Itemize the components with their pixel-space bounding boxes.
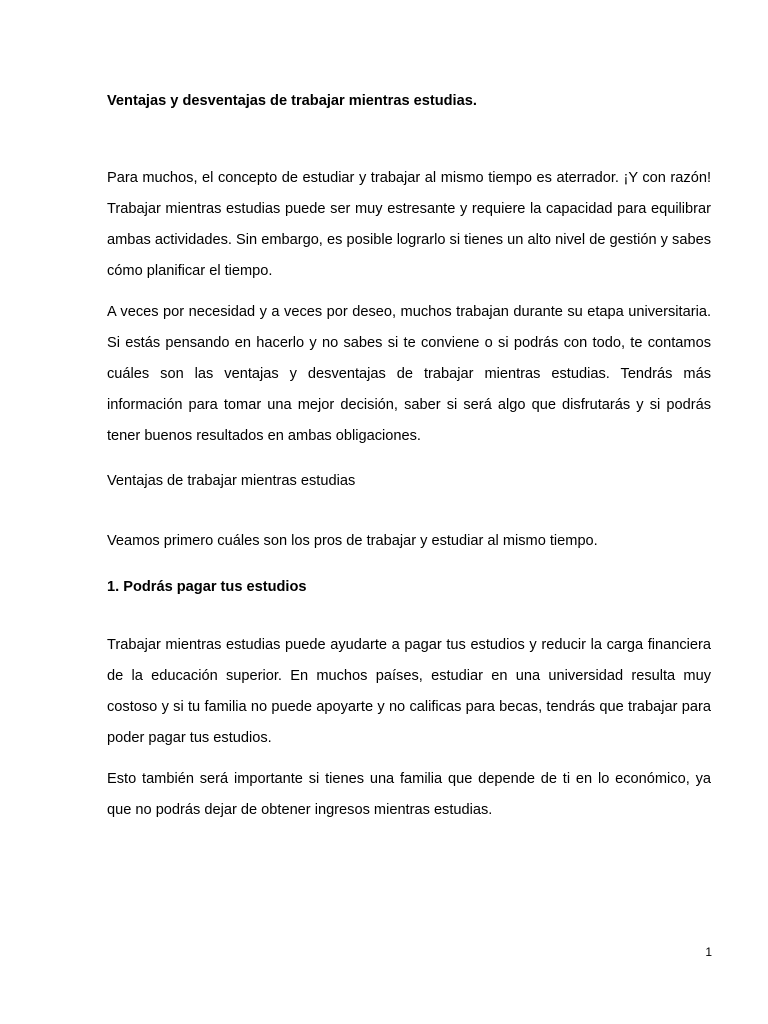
subsection-paragraph-2: Esto también será importante si tienes una familia que depende de ti en lo económico, ya que no podrás dejar de obtener ingresos mientras estudias.: [107, 771, 711, 818]
intro-paragraph-2: A veces por necesidad y a veces por deseo, muchos trabajan durante su etapa universitaria. Si estás pensando en hacerlo y no sabes si te conviene o si podrás con todo, te contamos cuáles son las ventajas y desventajas de trabajar mientras estudias. Tendrás más información para tomar una mejor decisión, saber si será algo que disfrutarás y si podrás tener buenos resultados en ambas obligaciones.: [107, 304, 711, 444]
document-title: Ventajas y desventajas de trabajar mientras estudias.: [107, 93, 477, 109]
page-number: 1: [705, 945, 712, 959]
subsection-paragraph-1: Trabajar mientras estudias puede ayudarte a pagar tus estudios y reducir la carga financiera de la educación superior. En muchos países, estudiar en una universidad resulta muy costoso y si tu familia no puede apoyarte y no calificas para becas, tendrás que trabajar para poder pagar tus estudios.: [107, 637, 711, 746]
section-heading: Ventajas de trabajar mientras estudias: [107, 473, 356, 489]
intro-paragraph-1: Para muchos, el concepto de estudiar y trabajar al mismo tiempo es aterrador. ¡Y con razón! Trabajar mientras estudias puede ser muy estresante y requiere la capacidad para equilibrar ambas actividades. Sin embargo, es posible lograrlo si tienes un alto nivel de gestión y sabes cómo planificar el tiempo.: [107, 170, 711, 279]
subsection-heading: 1. Podrás pagar tus estudios: [107, 579, 307, 595]
document-body: [107, 90, 711, 826]
section-intro: Veamos primero cuáles son los pros de trabajar y estudiar al mismo tiempo.: [107, 533, 598, 549]
